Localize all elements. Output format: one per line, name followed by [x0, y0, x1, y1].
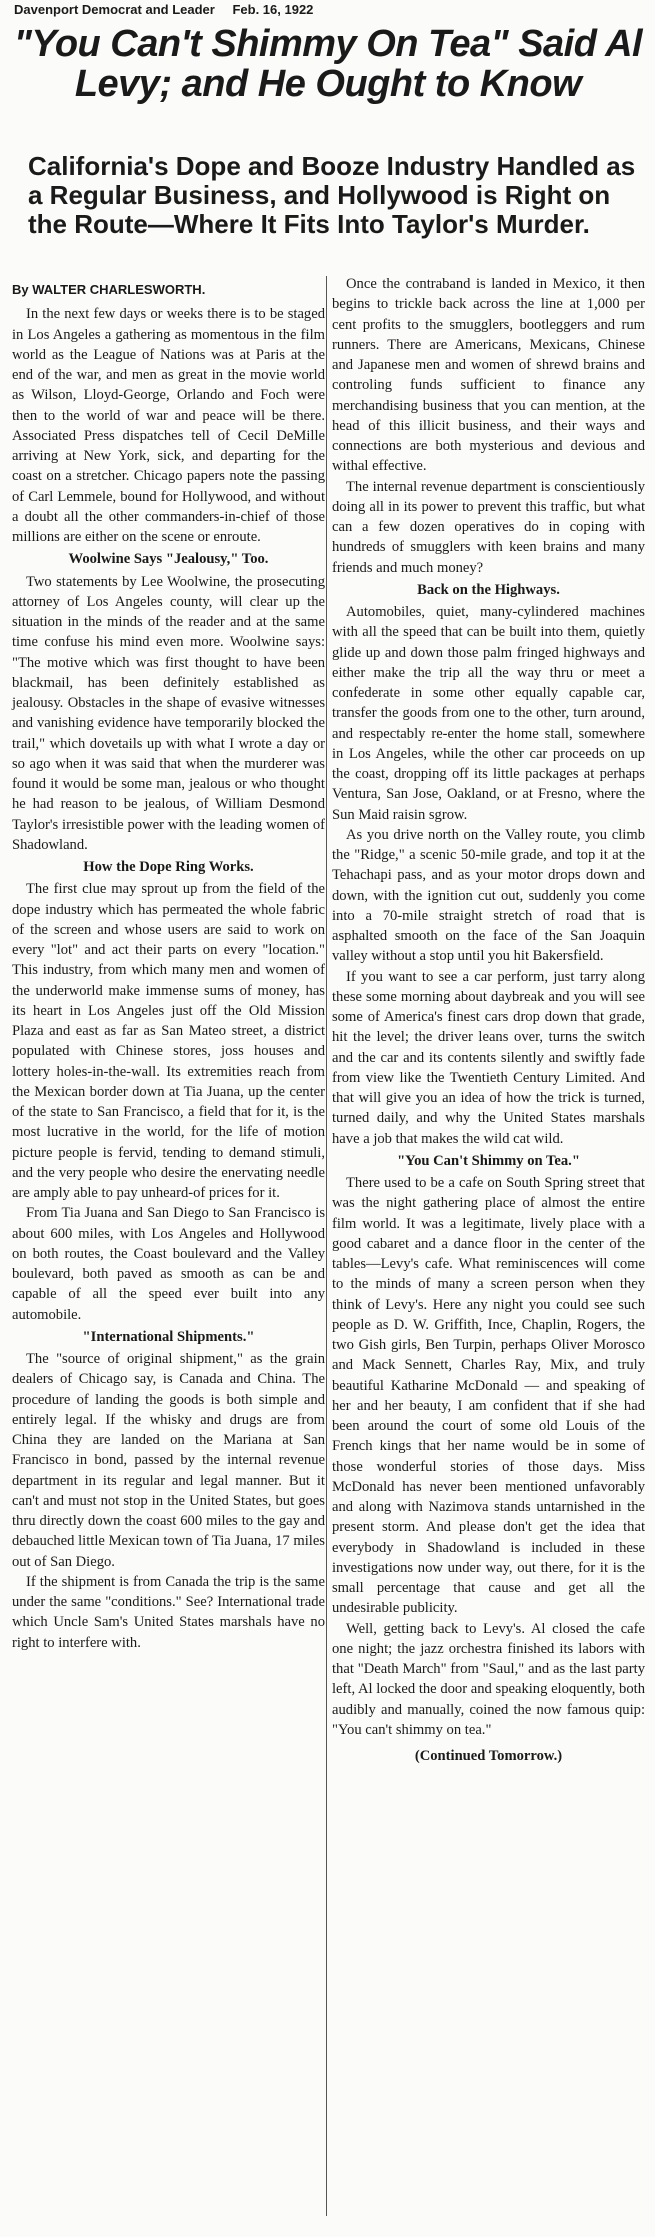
section-subhead: "International Shipments." — [82, 1328, 255, 1345]
article-paragraph: If the shipment is from Canada the trip is the same under the same "conditions." See? International trade which Uncle Sam's United States marshals have no right to interfere with. — [12, 1573, 325, 1651]
left-column — [12, 280, 325, 1653]
article-paragraph: As you drive north on the Valley route, you climb the "Ridge," a scenic 50-mile grade, and top it at the Tehachapi pass, and as your motor drops down and down, with the ignition cut out, suddenly you come into a 70-mile straight stretch of road that is asphalted smooth on the face of the San Joaquin valley without a stop until you hit Bakersfield. — [332, 826, 645, 965]
section-subhead: How the Dope Ring Works. — [83, 859, 254, 875]
masthead — [14, 2, 454, 17]
column-rule — [326, 276, 327, 2216]
right-column — [332, 274, 645, 1766]
article-paragraph: In the next few days or weeks there is to be staged in Los Angeles a gathering as momentous in the film world as the League of Nations was at Paris at the end of the war, and men as great in the movie world as Wilson, Lloyd-George, Orlando and Foch were then to the world of war and peace will be there. Associated Press dispatches tell of Cecil DeMille arriving at New York, sick, and departing for the coast on a stretcher. Chicago papers note the passing of Carl Lemmele, bound for Hollywood, and without a doubt all the other commanders-in-chief of those millions are either on the scene or enroute. — [12, 306, 325, 545]
article-paragraph: Well, getting back to Levy's. Al closed the cafe one night; the jazz orchestra finished its labors with that "Death March" from "Saul," and as the last party left, Al locked the door and speaking eloquently, both audibly and manually, coined the now famous quip: "You can't shimmy on tea." — [332, 1620, 645, 1738]
article-paragraph: If you want to see a car perform, just tarry along these some morning about daybreak and you will see some of America's finest cars drop down that grade, hit the level; the driver leans over, turns the switch and the car and its contents silently and swiftly fade from view like the Twentieth Century Limited. And that will give you an idea of how the trick is turned, turned daily, and why the United States marshals have a job that makes the wild cat wild. — [332, 968, 645, 1147]
newspaper-name: Davenport Democrat and Leader — [14, 2, 215, 17]
deck-subheadline: California's Dope and Booze Industry Handled as a Regular Business, and Hollywood is Right on the Route—Where It Fits Into Taylor's Murder. — [28, 151, 636, 239]
article-paragraph: Once the contraband is landed in Mexico, it then begins to trickle back across the line at 1,000 per cent profits to the smugglers, bootleggers and rum runners. There are Americans, Mexicans, Chinese and Japanese men and women of shrewd brains and controling funds sufficient to finance any merchandising business that you can mention, at the head of this illicit business, and their ways and connections are both mysterious and devious and withal effective. — [332, 276, 645, 475]
article-paragraph: From Tia Juana and San Diego to San Francisco is about 600 miles, with Los Angeles and Hollywood on both routes, the Coast boulevard and the Valley boulevard, both paved as smooth as can be and capable of all the speed ever built into any automobile. — [12, 1205, 325, 1323]
article-paragraph: Two statements by Lee Woolwine, the prosecuting attorney of Los Angeles county, will clear up the situation in the minds of the reader and at the same time confuse his mind even more. Woolwine says: "The motive which was first thought to have been blackmail, has been definitely established as jealousy. Obstacles in the shape of evasive witnesses and vanishing evidence have temporarily blocked the trail," which dovetails up with what I wrote a day or so ago when it was said that when the murderer was found it would be some man, jealous or who thought he had reason to be jealous, of William Desmond Taylor's irresistible power with the leading women of Shadowland. — [12, 573, 325, 853]
headline: "You Can't Shimmy On Tea" Said Al Levy; and He Ought to Know — [13, 23, 643, 105]
article-paragraph: The first clue may sprout up from the field of the dope industry which has permeated the whole fabric of the screen and whose users are said to work on every "lot" and act their parts on every "location." This industry, from which many men and women of the underworld make immense sums of money, has its heart in Los Angeles just off the Old Mission Plaza and east as far as San Mateo street, a district populated with Chinese stores, joss houses and lottery holes-in-the-wall. Its extremities reach from the Mexican border down at Tia Juana, up the center of the state to San Francisco, a field that for it, is the most lucrative in the world, for the life of motion picture people is fervid, tending to demand stimuli, and the very people who desire the enervating needle are amply able to pay unheard-of prices for it. — [12, 881, 325, 1201]
section-subhead: Back on the Highways. — [417, 581, 560, 598]
publication-date: Feb. 16, 1922 — [232, 2, 314, 17]
article-paragraph: There used to be a cafe on South Spring street that was the night gathering place of almost the entire film world. It was a legitimate, lively place with a good cabaret and a dance floor in the center of the tables—Levy's cafe. What reminiscences will come to the minds of many a screen person when they think of Levy's. Here any night you could see such people as D. W. Griffith, Ince, Chaplin, Rogers, the two Gish girls, Ben Turpin, perhaps Oliver Morosco and Mack Sennett, Charles Ray, Mix, and truly beautiful Katharine McDonald — and speaking of her and her beauty, I am confident that if she had been around the court of some old Louis of the French kings that her name would be in some of those wonderful stories of those days. Miss McDonald has never been mentioned unfavorably and along with Nazimova stands untarnished in the present storm. And please don't get the idea that everybody in Shadowland is included in these investigations now under way, out there, for it is the small percentage that cause and get all the undesirable publicity. — [332, 1175, 645, 1617]
article-paragraph: Automobiles, quiet, many-cylindered machines with all the speed that can be built into them, quietly glide up and down those palm fringed highways and either make the trip all the way thru or meet a confederate in some other equally capable car, transfer the goods from one to the other, turn around, and respectably re-enter the home stall, somewhere in Los Angeles, while the other car proceeds on up the coast, dropping off its little packages at perhaps Ventura, San Jose, Oakland, or at Fresno, where the Sun Maid raisin sgrow. — [332, 604, 645, 823]
byline: By WALTER CHARLESWORTH. — [12, 282, 206, 297]
article-paragraph: The internal revenue department is conscientiously doing all in its power to prevent this traffic, but what can a few dozen operatives do in coping with hundreds of smugglers with keen brains and many friends and much money? — [332, 478, 645, 576]
section-subhead: "You Can't Shimmy on Tea." — [397, 1152, 580, 1169]
section-subhead: Woolwine Says "Jealousy," Too. — [68, 551, 269, 568]
continued-notice: (Continued Tomorrow.) — [414, 1748, 563, 1764]
article-paragraph: The "source of original shipment," as the grain dealers of Chicago say, is Canada and China. The procedure of landing the goods is both simple and entirely legal. If the whisky and drugs are from China they are landed on the Mariana at San Francisco in bond, passed by the internal revenue department in its regular and legal manner. But it can't and must not stop in the United States, but goes thru directly down the coast 600 miles to the gay and debauched little Mexican town of Tia Juana, 17 miles out of San Diego. — [12, 1351, 325, 1570]
